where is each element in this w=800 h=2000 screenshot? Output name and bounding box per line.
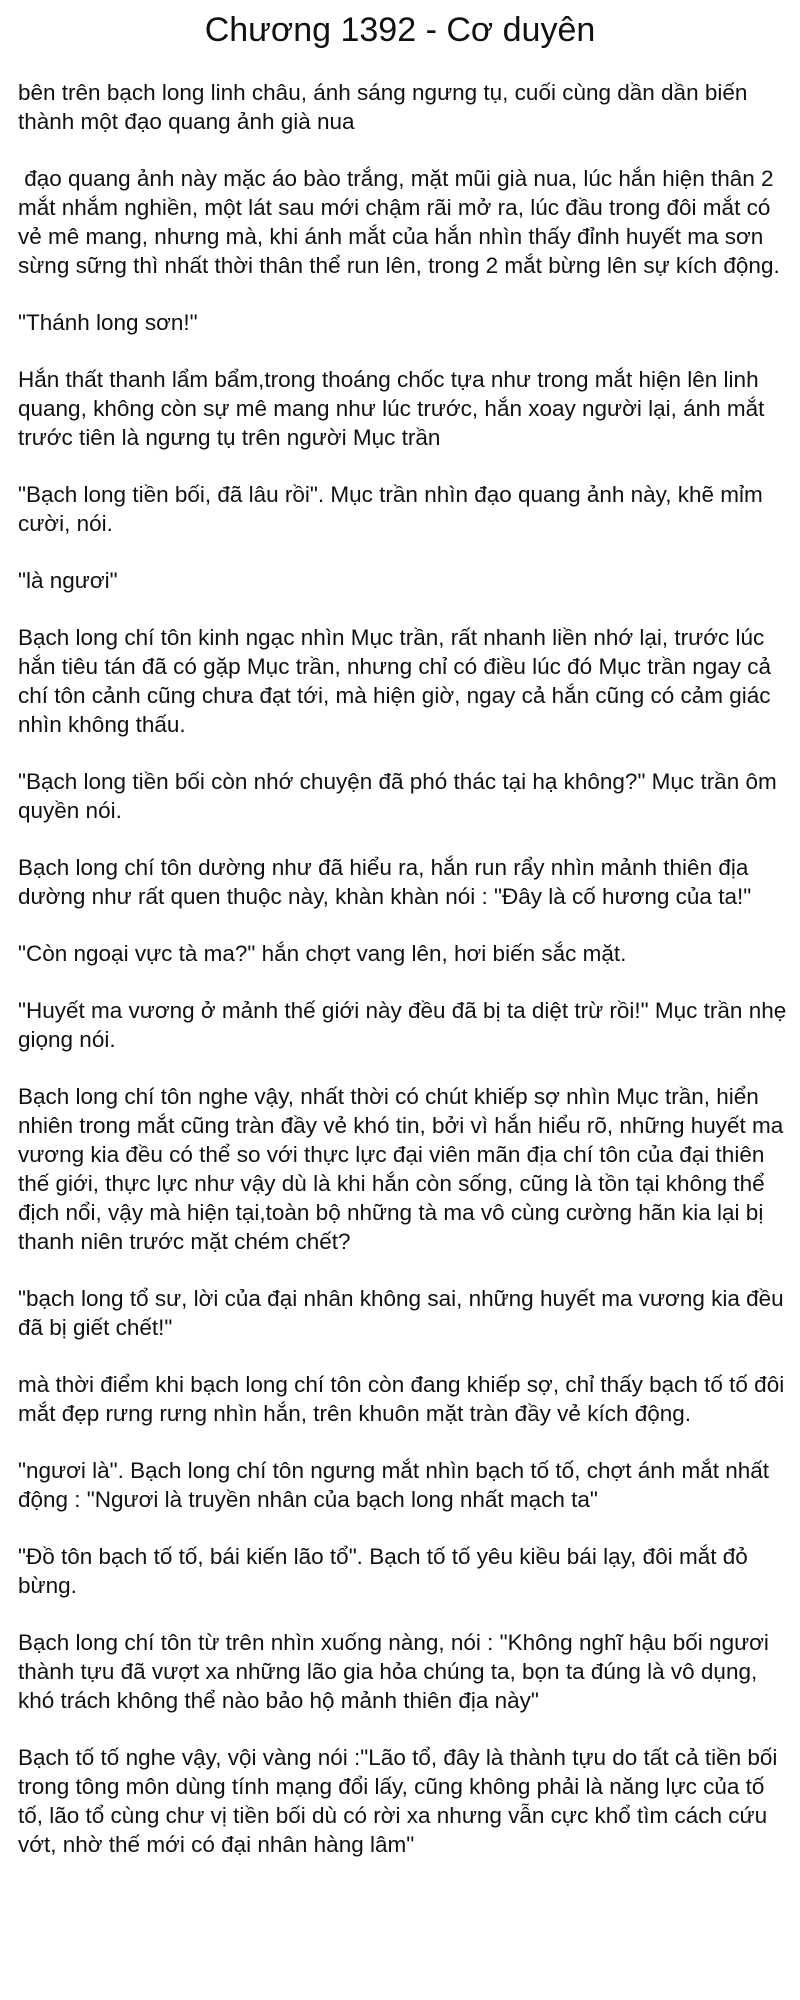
paragraph: "ngươi là". Bạch long chí tôn ngưng mắt nhìn bạch tố tố, chợt ánh mắt nhất động : "Ngươi là truyền nhân của bạch long nhất mạch ta" bbox=[18, 1458, 776, 1512]
paragraph: Bạch tố tố nghe vậy, vội vàng nói :"Lão tổ, đây là thành tựu do tất cả tiền bối trong tông môn dùng tính mạng đổi lấy, cũng không phải là năng lực của tố tố, lão tổ cùng chư vị tiền bối dù có rời xa nhưng vẫn cực khổ tìm cách cứu vớt, nhờ thế mới có đại nhân hàng lâm" bbox=[18, 1745, 784, 1857]
paragraph: "Đồ tôn bạch tố tố, bái kiến lão tổ". Bạch tố tố yêu kiều bái lạy, đôi mắt đỏ bừng. bbox=[18, 1544, 755, 1598]
chapter-body bbox=[18, 78, 793, 1887]
paragraph: "bạch long tổ sư, lời của đại nhân không sai, những huyết ma vương kia đều đã bị giết chết!" bbox=[18, 1286, 790, 1340]
chapter-title: Chương 1392 - Cơ duyên bbox=[204, 11, 596, 49]
paragraph: "Bạch long tiền bối, đã lâu rồi". Mục trần nhìn đạo quang ảnh này, khẽ mỉm cười, nói. bbox=[18, 482, 770, 536]
paragraph: Bạch long chí tôn dường như đã hiểu ra, hắn run rẩy nhìn mảnh thiên địa dường như rất quen thuộc này, khàn khàn nói : "Đây là cố hương của ta!" bbox=[18, 855, 755, 909]
paragraph: "Huyết ma vương ở mảnh thế giới này đều đã bị ta diệt trừ rồi!" Mục trần nhẹ giọng nói. bbox=[18, 998, 793, 1052]
paragraph: Bạch long chí tôn kinh ngạc nhìn Mục trần, rất nhanh liền nhớ lại, trước lúc hắn tiêu tán đã có gặp Mục trần, nhưng chỉ có điều lúc đó Mục trần ngay cả chí tôn cảnh cũng chưa đạt tới, mà hiện giờ, ngay cả hắn cũng có cảm giác nhìn không thấu. bbox=[18, 625, 778, 737]
paragraph: mà thời điểm khi bạch long chí tôn còn đang khiếp sợ, chỉ thấy bạch tố tố đôi mắt đẹp rưng rưng nhìn hắn, trên khuôn mặt tràn đầy vẻ kích động. bbox=[18, 1372, 791, 1426]
paragraph: Hắn thất thanh lẩm bẩm,trong thoáng chốc tựa như trong mắt hiện lên linh quang, không còn sự mê mang như lúc trước, hắn xoay người lại, ánh mắt trước tiên là ngưng tụ trên người Mục trần bbox=[18, 367, 771, 450]
paragraph: bên trên bạch long linh châu, ánh sáng ngưng tụ, cuối cùng dần dần biến thành một đạo quang ảnh già nua bbox=[18, 80, 754, 134]
paragraph: "Thánh long sơn!" bbox=[18, 310, 198, 335]
paragraph: "Bạch long tiền bối còn nhớ chuyện đã phó thác tại hạ không?" Mục trần ôm quyền nói. bbox=[18, 769, 783, 823]
paragraph: "Còn ngoại vực tà ma?" hắn chợt vang lên, hơi biến sắc mặt. bbox=[18, 941, 627, 966]
paragraph: Bạch long chí tôn từ trên nhìn xuống nàng, nói : "Không nghĩ hậu bối ngươi thành tựu đã vượt xa những lão gia hỏa chúng ta, bọn ta đúng là vô dụng, khó trách không thể nào bảo hộ mảnh thiên địa này" bbox=[18, 1630, 776, 1713]
paragraph: "là ngươi" bbox=[18, 568, 118, 593]
paragraph: Bạch long chí tôn nghe vậy, nhất thời có chút khiếp sợ nhìn Mục trần, hiển nhiên trong mắt cũng tràn đầy vẻ khó tin, bởi vì hắn hiểu rõ, những huyết ma vương kia đều có thể so với thực lực đại viên mãn địa chí tôn của đại thiên thế giới, thực lực như vậy dù là khi hắn còn sống, cũng là tồn tại không thể địch nổi, vậy mà hiện tại,toàn bộ những tà ma vô cùng cường hãn kia lại bị thanh niên trước mặt chém chết? bbox=[18, 1084, 790, 1254]
paragraph: đạo quang ảnh này mặc áo bào trắng, mặt mũi già nua, lúc hắn hiện thân 2 mắt nhắm nghiền, một lát sau mới chậm rãi mở ra, lúc đầu trong đôi mắt có vẻ mê mang, nhưng mà, khi ánh mắt của hắn nhìn thấy đỉnh huyết ma sơn sừng sững thì nhất thời thân thể run lên, trong 2 mắt bừng lên sự kích động. bbox=[18, 166, 780, 278]
